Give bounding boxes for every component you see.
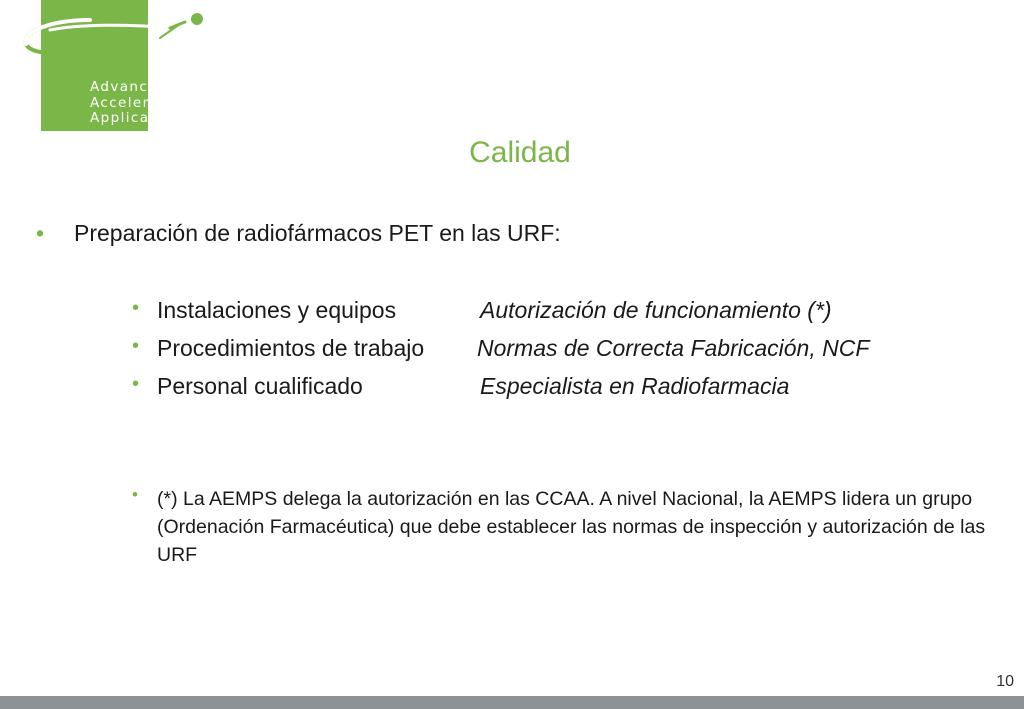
logo-line-1: Advanced bbox=[90, 79, 168, 95]
sub-bullet-value: Normas de Correcta Fabricación, NCF bbox=[477, 335, 870, 361]
bullet-icon: • bbox=[132, 485, 138, 504]
page-number: 10 bbox=[996, 673, 1014, 690]
sub-bullet bbox=[132, 335, 952, 365]
footnote-text: (*) La AEMPS delega la autorización en las CCAA. A nivel Nacional, la AEMPS lidera un grupo (Ordenación Farmacéutica) que debe establecer las normas de inspección y autorización de las URF bbox=[157, 488, 986, 566]
sub-bullet bbox=[132, 297, 952, 327]
sub-bullet-label: Personal cualificado bbox=[157, 373, 363, 399]
bullet-icon: • bbox=[132, 297, 140, 319]
logo-line-3: Applications bbox=[90, 110, 190, 126]
sub-bullet-value: Especialista en Radiofarmacia bbox=[480, 373, 790, 399]
sub-bullet-label: Procedimientos de trabajo bbox=[157, 335, 425, 361]
logo-line-2: Accelerator bbox=[90, 94, 183, 111]
sub-bullet-value: Autorización de funcionamiento (*) bbox=[480, 297, 832, 323]
logo-text bbox=[90, 80, 189, 127]
bullet-icon: • bbox=[132, 335, 140, 357]
logo-orbit-icon bbox=[20, 10, 210, 62]
bullet-icon: • bbox=[132, 373, 140, 395]
bullet-icon: • bbox=[36, 220, 45, 246]
sub-bullet bbox=[132, 373, 952, 403]
slide-title: Calidad bbox=[469, 136, 571, 169]
footer-bar bbox=[0, 696, 1024, 709]
main-bullet-text: Preparación de radiofármacos PET en las URF: bbox=[74, 220, 561, 246]
sub-bullet-label: Instalaciones y equipos bbox=[157, 297, 397, 323]
